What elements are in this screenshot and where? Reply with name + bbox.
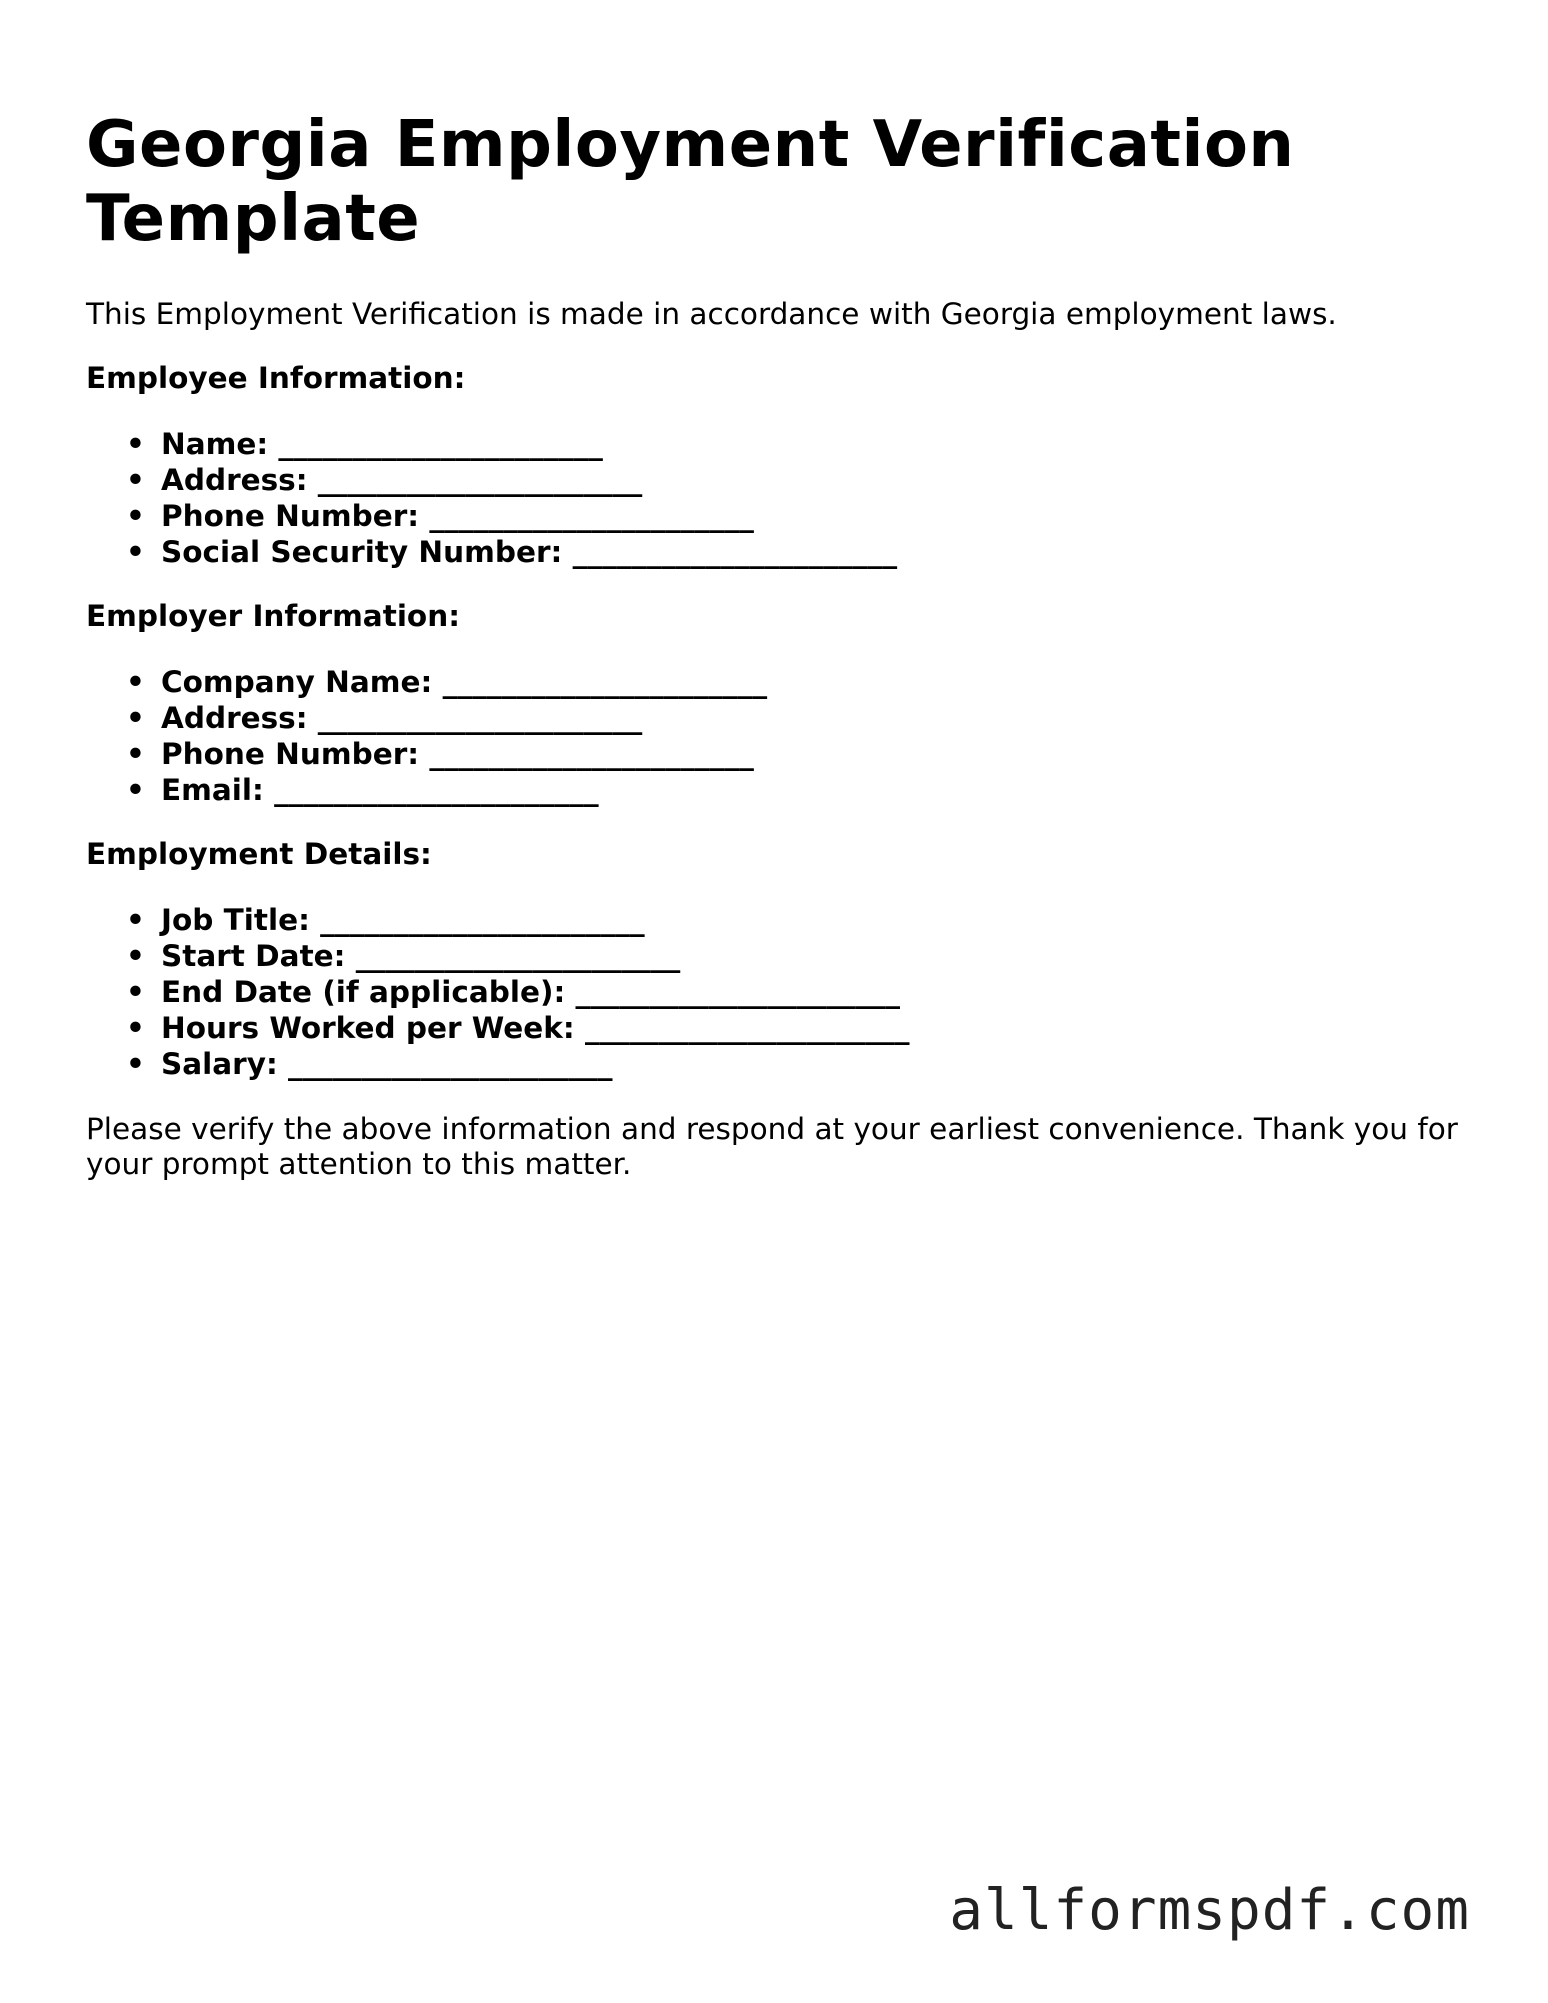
section-heading: Employment Details: [86,837,432,871]
field-label: Start Date: ______________________ [161,939,681,973]
field-name [126,426,1466,462]
watermark-text: allformspdf.com [949,1878,1470,1943]
field-address [126,700,1466,736]
bullet-icon: • [126,1047,145,1081]
bullet-icon: • [126,975,145,1009]
field-label: Email: ______________________ [161,773,599,807]
bullet-icon: • [126,939,145,973]
section-heading: Employee Information: [86,361,466,395]
bullet-icon: • [126,427,145,461]
document-page [86,108,1466,1182]
field-phone-number [126,498,1466,534]
field-label: Phone Number: ______________________ [161,499,754,533]
field-start-date [126,938,1466,974]
bullet-icon: • [126,463,145,497]
bullet-icon: • [126,665,145,699]
document-title: Georgia Employment Verification Template [86,108,1295,256]
field-label: Company Name: ______________________ [161,665,768,699]
closing-paragraph: Please verify the above information and respond at your earliest convenience. Thank you for your prompt attention to this matter. [86,1112,1458,1181]
field-label: Salary: ______________________ [161,1047,613,1081]
bullet-icon: • [126,1011,145,1045]
section-employment-details [86,836,1466,1082]
field-list [86,902,1466,1082]
field-job-title [126,902,1466,938]
field-list [86,664,1466,808]
bullet-icon: • [126,701,145,735]
bullet-icon: • [126,903,145,937]
intro-paragraph: This Employment Verification is made in accordance with Georgia employment laws. [86,297,1337,331]
field-hours-worked-per-week [126,1010,1466,1046]
field-label: Job Title: ______________________ [161,903,645,937]
field-company-name [126,664,1466,700]
field-label: Phone Number: ______________________ [161,737,754,771]
field-label: Name: ______________________ [161,427,603,461]
bullet-icon: • [126,737,145,771]
field-email [126,772,1466,808]
field-salary [126,1046,1466,1082]
bullet-icon: • [126,499,145,533]
bullet-icon: • [126,773,145,807]
field-label: Hours Worked per Week: ______________________ [161,1011,910,1045]
section-heading: Employer Information: [86,599,460,633]
field-end-date [126,974,1466,1010]
field-address [126,462,1466,498]
field-label: Address: ______________________ [161,701,643,735]
field-list [86,426,1466,570]
field-phone-number [126,736,1466,772]
field-label: Social Security Number: ______________________ [161,535,898,569]
field-label: End Date (if applicable): ______________________ [161,975,901,1009]
field-label: Address: ______________________ [161,463,643,497]
field-social-security-number [126,534,1466,570]
section-employer-information [86,598,1466,808]
section-employee-information [86,360,1466,570]
bullet-icon: • [126,535,145,569]
